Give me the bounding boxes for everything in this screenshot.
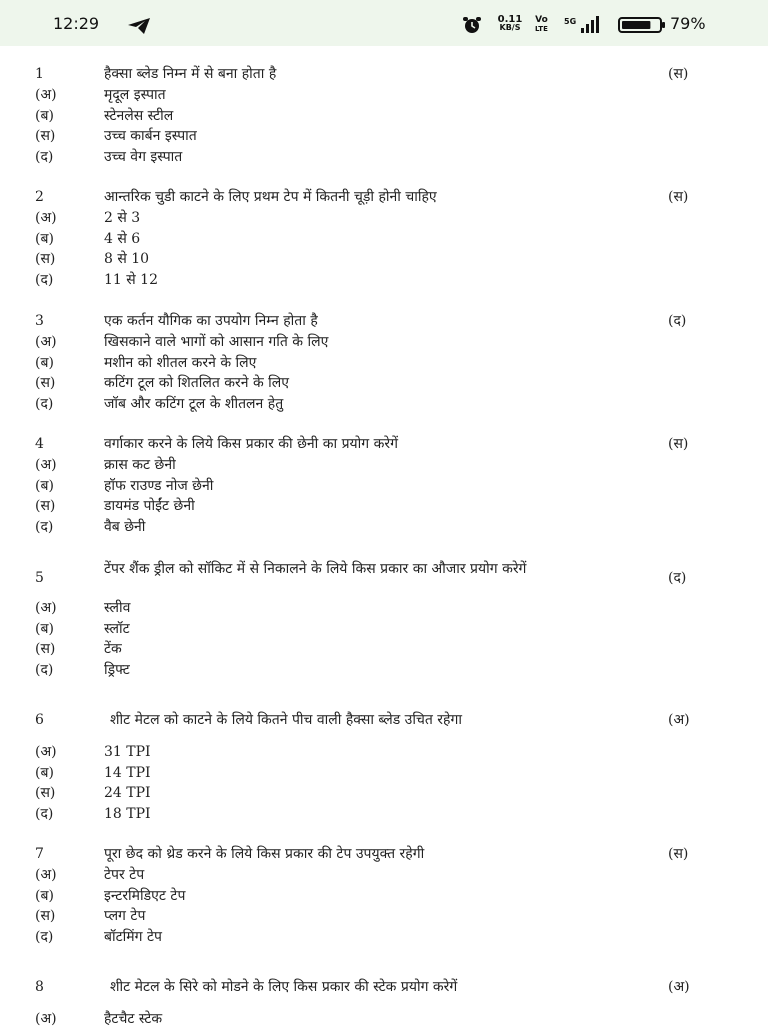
network-speed xyxy=(493,16,527,32)
answer-key: (अ) xyxy=(668,979,690,995)
question-text: हैक्सा ब्लेड निम्न में से बना होता है xyxy=(104,66,277,82)
answer-key: (अ) xyxy=(668,712,690,728)
option-text: ड्रिफ्ट xyxy=(104,661,130,678)
question-text: आन्तरिक चुडी काटने के लिए प्रथम टेप में कितनी चूड़ी होनी चाहिए xyxy=(104,189,437,205)
question-number: 3 xyxy=(35,313,44,329)
option-label: (स) xyxy=(35,375,56,391)
option-label: (अ) xyxy=(35,457,57,473)
option-label: (स) xyxy=(35,908,56,924)
option-text: 31 TPI xyxy=(104,744,151,760)
option-text: हैटचैट स्टेक xyxy=(104,1011,163,1027)
question-number: 5 xyxy=(35,570,44,586)
question-number: 7 xyxy=(35,846,44,862)
option-text: डायमंड पोईंट छेनी xyxy=(104,498,195,514)
option-label: (स) xyxy=(35,498,56,514)
option-text: स्लीव xyxy=(104,600,131,616)
option-text: 24 TPI xyxy=(104,785,151,801)
question-text: शीट मेटल के सिरे को मोडने के लिए किस प्रकार की स्टेक प्रयोग करेगें xyxy=(110,979,458,995)
option-label: (ब) xyxy=(35,887,54,904)
option-label: (स) xyxy=(35,641,56,657)
option-label: (ब) xyxy=(35,107,54,124)
option-label: (ब) xyxy=(35,620,54,637)
question-number: 1 xyxy=(35,66,44,82)
option-text: 18 TPI xyxy=(104,805,151,822)
option-label: (अ) xyxy=(35,334,57,350)
option-label: (अ) xyxy=(35,600,57,616)
option-label: (द) xyxy=(35,661,54,678)
option-text: बॉटमिंग टेप xyxy=(104,928,163,945)
option-text: 4 से 6 xyxy=(104,230,141,247)
net-speed-value: 0.11 xyxy=(497,14,523,25)
answer-key: (स) xyxy=(668,66,689,82)
signal-icon xyxy=(563,16,609,34)
option-text: मशीन को शीतल करने के लिए xyxy=(104,354,257,371)
question-text: शीट मेटल को काटने के लिये कितने पीच वाली हैक्सा ब्लेड उचित रहेगा xyxy=(110,712,462,728)
option-label: (अ) xyxy=(35,210,57,226)
answer-key: (स) xyxy=(668,846,689,862)
volte-indicator xyxy=(535,16,548,34)
option-text: जॉब और कटिंग टूल के शीतलन हेतु xyxy=(104,395,284,412)
option-text: 2 से 3 xyxy=(104,210,141,226)
option-text: क्रास कट छेनी xyxy=(104,457,176,473)
option-text: 14 TPI xyxy=(104,764,151,781)
option-label: (स) xyxy=(35,251,56,267)
option-label: (द) xyxy=(35,271,54,288)
option-text: इन्टरमिडिएट टेप xyxy=(104,887,186,904)
option-text: खिसकाने वाले भागों को आसान गति के लिए xyxy=(104,334,329,350)
question-number: 8 xyxy=(35,979,44,995)
option-text: स्लॉट xyxy=(104,620,130,637)
option-text: उच्च वेग इस्पात xyxy=(104,148,183,165)
option-text: वैब छेनी xyxy=(104,518,146,535)
option-text: टेपर टेप xyxy=(104,867,145,883)
option-text: 11 से 12 xyxy=(104,271,158,288)
answer-key: (स) xyxy=(668,189,689,205)
option-text: कटिंग टूल को शितलित करने के लिए xyxy=(104,375,290,391)
net-speed-unit: KB/S xyxy=(499,23,521,32)
option-label: (द) xyxy=(35,805,54,822)
question-number: 2 xyxy=(35,189,44,205)
option-text: स्टेनलेस स्टील xyxy=(104,107,174,124)
option-label: (अ) xyxy=(35,744,57,760)
option-label: (अ) xyxy=(35,87,57,103)
option-label: (द) xyxy=(35,518,54,535)
option-label: (स) xyxy=(35,785,56,801)
answer-key: (स) xyxy=(668,436,689,452)
volte-bottom: LTE xyxy=(535,25,548,33)
battery-percentage: 79% xyxy=(670,14,706,33)
status-time: 12:29 xyxy=(53,14,100,33)
option-label: (द) xyxy=(35,395,54,412)
question-number: 6 xyxy=(35,712,44,728)
option-label: (अ) xyxy=(35,867,57,883)
option-label: (ब) xyxy=(35,477,54,494)
question-text: वर्गाकार करने के लिये किस प्रकार की छेनी का प्रयोग करेगें xyxy=(104,436,398,452)
option-text: मृदूल इस्पात xyxy=(104,87,166,103)
telegram-icon xyxy=(127,17,151,35)
option-label: (द) xyxy=(35,148,54,165)
option-text: उच्च कार्बन इस्पात xyxy=(104,128,197,144)
network-type: 5G xyxy=(564,17,577,26)
option-label: (ब) xyxy=(35,764,54,781)
option-text: 8 से 10 xyxy=(104,251,150,267)
answer-key: (द) xyxy=(668,313,687,329)
alarm-icon xyxy=(461,16,483,34)
status-bar xyxy=(0,0,768,46)
volte-top: Vo xyxy=(535,15,548,25)
option-text: प्लग टेप xyxy=(104,908,146,924)
answer-key: (द) xyxy=(668,570,687,586)
question-text: पूरा छेद को थ्रेड करने के लिये किस प्रकार की टेप उपयुक्त रहेगी xyxy=(104,846,425,862)
option-text: हॉफ राउण्ड नोज छेनी xyxy=(104,477,214,494)
question-text: एक कर्तन यौगिक का उपयोग निम्न होता है xyxy=(104,313,318,329)
question-number: 4 xyxy=(35,436,44,452)
question-text: टेंपर शैंक ड्रील को सॉकिट में से निकालने के लिये किस प्रकार का औजार प्रयोग करेगें xyxy=(104,561,527,577)
option-text: टेंक xyxy=(104,641,122,657)
option-label: (द) xyxy=(35,928,54,945)
option-label: (ब) xyxy=(35,354,54,371)
option-label: (स) xyxy=(35,128,56,144)
option-label: (अ) xyxy=(35,1011,57,1027)
option-label: (ब) xyxy=(35,230,54,247)
battery-icon xyxy=(618,16,666,34)
battery-level xyxy=(622,21,650,29)
